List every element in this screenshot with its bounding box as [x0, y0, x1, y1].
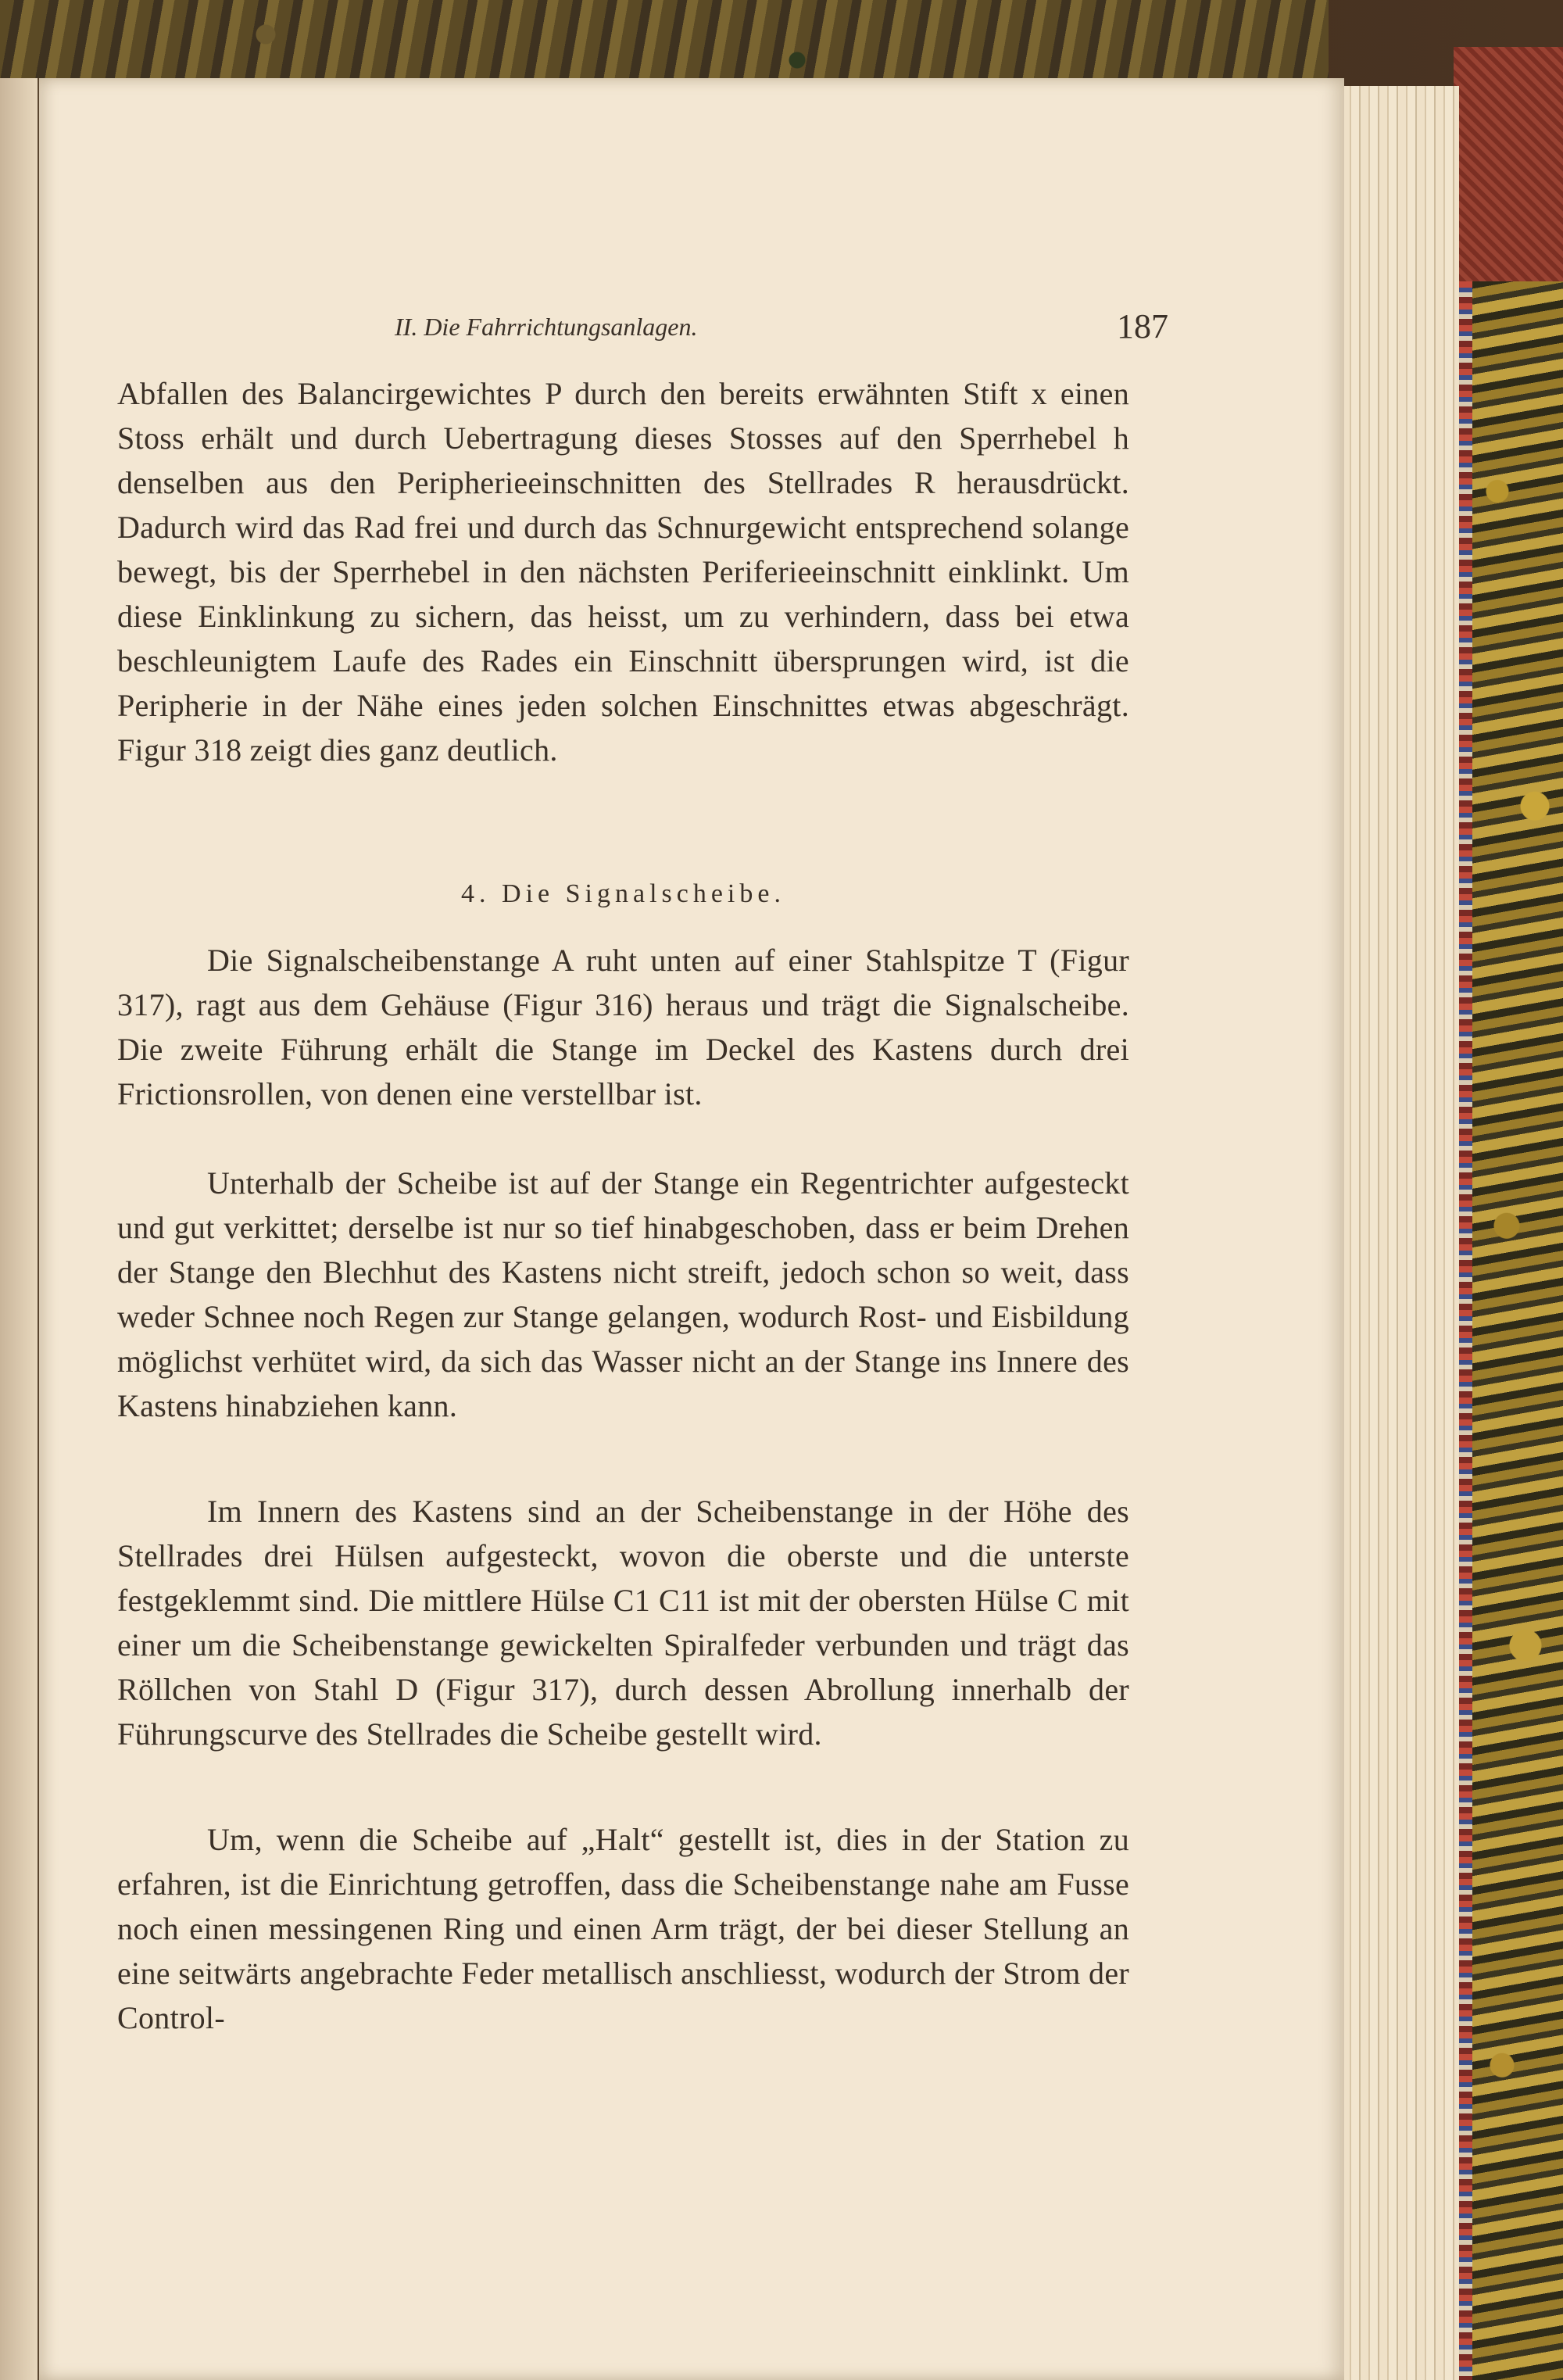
- paragraph-1: Abfallen des Balancirgewichtes P durch den bereits erwähnten Stift x einen Stoss erhält und durch Uebertragung dieses Stosses auf den Sperrhebel h denselben aus den Peripherieeinschnitten des Stellrades R herausdrückt. Dadurch wird das Rad frei und durch das Schnurgewicht entsprechend solange bewegt, bis der Sperrhebel in den nächsten Periferieeinschnitt einklinkt. Um diese Einklinkung zu sichern, das heisst, um zu verhindern, dass bei etwa beschleunigtem Laufe des Rades ein Einschnitt übersprungen wird, ist die Peripherie in der Nähe eines jeden solchen Einschnittes etwas abgeschrägt. Figur 318 zeigt dies ganz deutlich.: [117, 376, 1129, 768]
- stacked-page-edges: [1340, 86, 1459, 2380]
- paragraph-3: Unterhalb der Scheibe ist auf der Stange ein Regentrichter aufgesteckt und gut verkittet; derselbe ist nur so tief hinabgeschoben, dass er beim Drehen der Stange den Blechhut des Kastens nicht streift, jedoch schon so weit, dass weder Schnee noch Regen zur Stange gelangen, wodurch Rost- und Eisbildung möglichst verhütet wird, da sich das Wasser nicht an der Stange ins Innere des Kastens hinabziehen kann.: [117, 1165, 1129, 1423]
- running-header: [395, 313, 1176, 360]
- running-title: II. Die Fahrrichtungsanlagen.: [395, 313, 698, 341]
- paragraph-5: Um, wenn die Scheibe auf „Halt“ gestellt ist, dies in der Station zu erfahren, ist die Einrichtung getroffen, dass die Scheibenstange nahe am Fusse noch einen messingenen Ring und einen Arm trägt, der bei dieser Stellung an eine seitwärts angebrachte Feder metallisch anschliesst, wodurch der Strom der Control-: [117, 1822, 1129, 2035]
- paragraph-4: Im Innern des Kastens sind an der Scheibenstange in der Höhe des Stellrades drei Hülsen aufgesteckt, wovon die oberste und die unterste festgeklemmt sind. Die mittlere Hülse C1 C11 ist mit der obersten Hülse C mit einer um die Scheibenstange gewickelten Spiralfeder verbunden und trägt das Röllchen von Stahl D (Figur 317), durch dessen Abrollung innerhalb der Führungscurve des Stellrades die Scheibe gestellt wird.: [117, 1494, 1129, 1752]
- paragraph-2: Die Signalscheibenstange A ruht unten auf einer Stahlspitze T (Figur 317), ragt aus dem Gehäuse (Figur 316) heraus und trägt die Signalscheibe. Die zweite Führung erhält die Stange im Deckel des Kastens durch drei Frictionsrollen, von denen eine verstellbar ist.: [117, 943, 1129, 1111]
- book-page: [39, 78, 1344, 2380]
- book-cover-right: [1454, 47, 1563, 2380]
- marbled-cover-top: [0, 0, 1329, 89]
- cloth-binding: [1454, 47, 1563, 281]
- marbled-endpaper: [1469, 281, 1563, 2380]
- page-number: 187: [1117, 307, 1168, 345]
- facing-page-edge: [0, 78, 40, 2380]
- section-heading: 4. Die Signalscheibe.: [461, 879, 785, 908]
